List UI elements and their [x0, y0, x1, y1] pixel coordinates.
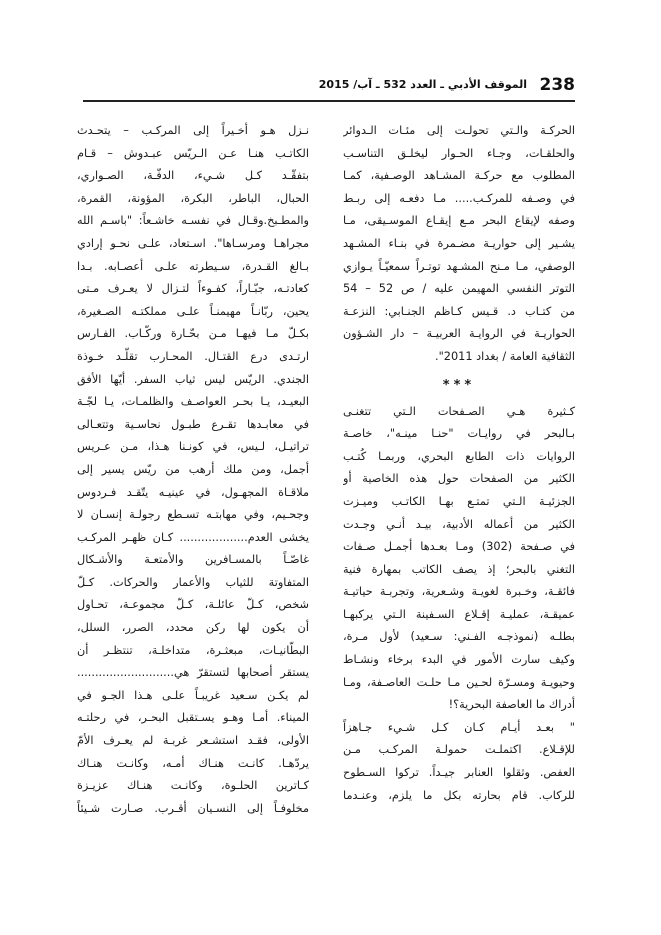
text-line: للركاب. قام بحارته بكل ما يلزم، وعنـدما [343, 788, 575, 802]
header-rule [83, 100, 575, 102]
text-line: الجندي. الريّس ليس ثياب السفر. أيّها الأفق [77, 372, 309, 386]
text-line: وكيف سارت الأمور في البدء برخاء ونشـاط [343, 653, 575, 667]
text-line: وحيويـة ومسـرّة لحـين مـا حلـت العاصـفة، ومـا [343, 675, 575, 689]
text-line: البعيـد، يـا بحـر العواصـف والظلمـات، يـا لجّـة [77, 395, 309, 409]
text-line: ملاقـاة المجهـول، في عينيـه يتّقـد فـردوس [77, 485, 309, 499]
text-line: مخلوفـاً إلى النسـيان أقـرب. صـارت شـيئاً [77, 801, 309, 815]
text-line: والمطـبخ.وقـال في نفسـه خاشـعاً: "باسـم الله [77, 214, 309, 228]
text-line: كـثيرة هـي الصـفحات الـتي تتغنـى [343, 404, 575, 418]
text-line: وصفه لإيقاع البحر مـع إيقـاع الموسـيقى، مـا [343, 214, 575, 228]
text-line: عميقـة، عمليـة إقـلاع السـفينة الـتي يركبهـا [343, 607, 575, 621]
page-number: 238 [539, 75, 575, 95]
text-line: بـالغ القـدرة، سـيطرته علـى أعصـابه. بـدا [77, 259, 309, 273]
text-line: من كتـاب د. قـيس كـاظم الجنـابي: النزعـة [343, 304, 575, 318]
text-line: المطلوب مع حركـة المشـاهد الوصـفية، كمـا [343, 169, 575, 183]
text-line: الكاتـب هنـا عـن الـريّس عبـدوش – قـام [77, 146, 309, 160]
text-line: الأولى، فقـد استشـعر غربـة لم يعـرف الأمّ [77, 734, 309, 748]
running-head: الموقف الأدبي ـ العدد 532 ـ آب/ 2015 [318, 78, 527, 91]
section-separator-stars: *** [442, 377, 476, 393]
text-line: في وصـفه للمركـب..... مـا دفعـه إلى ربـط [343, 191, 575, 205]
text-line: التوتر النفسي المهيمن عليه / ص 52 – 54 [343, 282, 575, 296]
text-line: بطلـه (نموذجـه الفـني: سـعيد) لأول مـرة، [343, 630, 575, 644]
text-line: بكـلّ مـا فيهـا مـن بحّـارة وركّـاب. الفـارس [77, 327, 309, 341]
paragraph-2 [343, 401, 575, 717]
text-line: أن يكون لها ركن محدد، الصرر، السلل، [77, 621, 309, 635]
text-line: الحبال، الباطر، البكرة، المؤونة، القمرة، [77, 191, 309, 205]
text-line: والحلقـات، وجـاء الحـوار ليخلـق التناسـب [343, 146, 575, 160]
text-line: الكثير من الصفحات حول هذه الخاصية أو [343, 472, 575, 486]
text-line: شخص، كـلّ عائلـة، كـلّ مجموعـة، تحـاول [77, 598, 309, 612]
text-line: نـزل هـو أخـيراً إلى المركـب – يتحـدث [77, 124, 309, 137]
text-line: يستقر أصحابها لتستقرّ هي........................... [77, 666, 309, 680]
right-column [343, 120, 575, 807]
paragraph-3 [343, 717, 575, 807]
text-line: الكثير من أعماله الأدبية، بيـد أنـي وجـدت [343, 517, 575, 531]
text-line: تراتيـل، لـيس، في كونـنا هـذا، مـن عـريس [77, 440, 309, 454]
text-line: فائقـة، وخـبرة لغويـة وشـعرية، وتجربـة حياتيـة [343, 585, 575, 599]
text-line: الثقافية العامة / بغداد 2011". [434, 349, 575, 363]
text-line: الميناء. أمـا وهـو يسـتقبل البحـر، في رحلتـه [77, 711, 309, 725]
text-line: يشـير إلى حواريـة مضـمرة في بنـاء المشـهد [343, 236, 575, 250]
text-line: وجحـيم، وفي مهابتـه تسـطع رجولـة إنسـان لا [77, 508, 309, 522]
text-line: مجراهـا ومرسـاها". اسـتعاد، علـى نحـو إرادي [77, 236, 309, 250]
text-line: أدراك ما العاصفة البحرية؟! [448, 698, 575, 712]
text-line: كـاترين الحلـوة، وكانـت هنـاك عزيـزة [77, 779, 309, 793]
paragraph-1 [343, 120, 575, 369]
text-line: يخشى العدم................... كـان ظهـر المركـب [77, 530, 309, 544]
text-line: الروايات ذات الطابع البحري، وربمـا كُتـب [343, 449, 575, 463]
text-line: في صـفحة (302) ومـا بعـدها أجمـل صـفات [343, 540, 575, 554]
text-line: الجزئيـة الـتي تمتـع بهـا الكاتـب وميـزت [343, 494, 575, 508]
text-line: التغني بالبحر؛ إذ يصف الكاتب بمهارة فنية [343, 562, 575, 576]
text-line: في معابـدها تقـرع طبـول نحاسـية وتتعـالى [77, 417, 309, 431]
text-line: " بعـد أيـام كـان كـل شـيء جـاهزاً [343, 720, 575, 734]
text-line: يحين، ربّانـاً مهيمنـاً علـى مملكتـه الصـغيرة، [77, 304, 309, 318]
page-header [83, 74, 575, 96]
text-line: أجمل، ومن ملك أرهب من ريّس يسير إلى [77, 462, 309, 476]
text-line: المتفاوتة للثياب والأعمار والحركات. كـلّ [77, 575, 309, 589]
text-line: البطّانيـات، مبعثـرة، متداخلـة، تنتظـر أن [77, 643, 309, 657]
text-line: العفص. وثقلوا العنابر جيـداً. تركوا السـطوح [343, 766, 575, 780]
text-line: للإقـلاع. اكتملـت حمولـة المركـب مـن [343, 743, 575, 757]
paragraph-4 [77, 120, 309, 820]
left-column [77, 120, 309, 820]
text-line: الحواريـة في الروايـة العربيـة – دار الشـؤون [343, 327, 575, 341]
text-line: لم يكـن سـعيد غريبـاً علـى هـذا الجـو في [77, 688, 309, 702]
text-line: بتفقّـد كـل شـيء، الدفّـة، الصـواري، [77, 169, 309, 183]
text-line: الوصفي، مـا مـنح المشـهد توتـراً سمعيّـاً يـوازي [343, 259, 575, 273]
text-line: كعادتـه، جبّـاراً، كفـوءاً لتـزال لا يعـرف مـتى [77, 282, 309, 296]
text-line: يردّهـا. كانـت هنـاك أمـه، وكانـت هنـاك [77, 756, 309, 770]
text-line: بـالبحر في روايـات "حنـا مينـه"، خاصـة [343, 427, 575, 441]
text-line: الحركـة والـتي تحولـت إلى مئـات الـدوائر [343, 124, 575, 137]
text-line: غاصّـاً بالمسـافرين والأمتعـة والأشـكال [77, 553, 309, 567]
text-line: ارتـدى درع القتـال. المحـارب تقلّـد خـوذة [77, 349, 309, 363]
